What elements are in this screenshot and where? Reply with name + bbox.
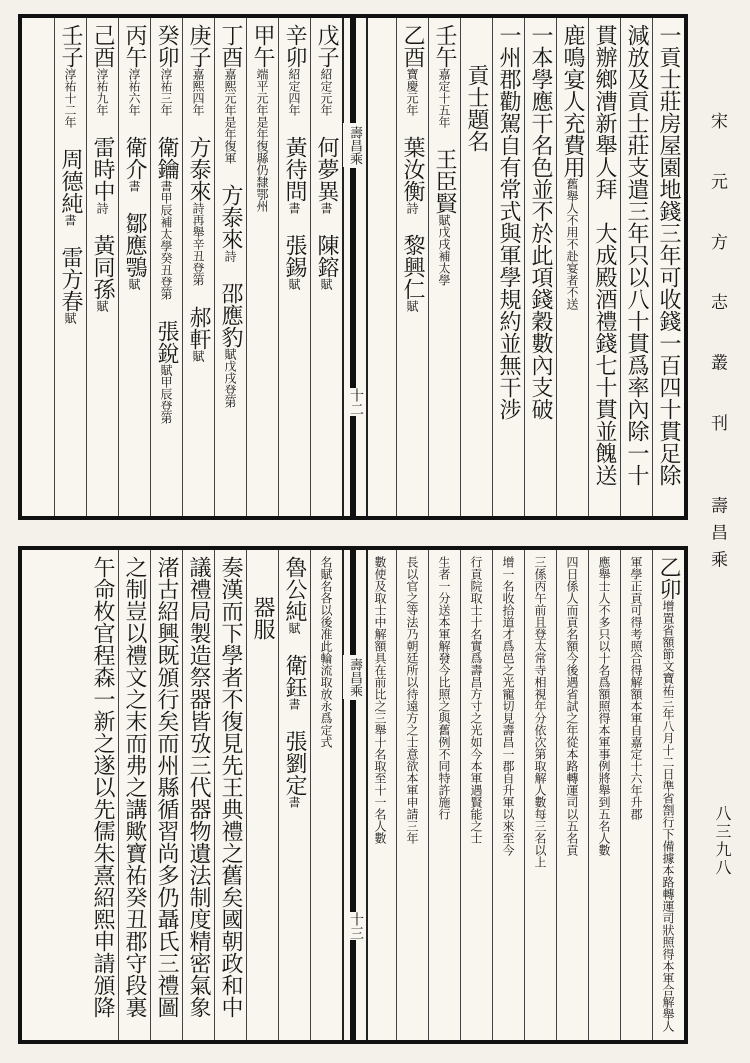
text-column [118,550,150,1040]
text-column [214,18,246,516]
column-note: 三係丙午前且登太常寺相視年分依次第取解人數每三名以上 [533,556,547,868]
column-text: 壬午 [432,24,457,68]
column-text: 貢士題名 [464,64,489,152]
column-text: 之制豈以禮文之末而弗之講歟寶祐癸丑郡守段裏 [122,556,147,1018]
column-note: 賦 [63,312,77,324]
column-note: 嘉熙四年 [191,68,205,116]
top-folio [18,14,688,520]
column-note: 嘉定十五年 [437,68,451,128]
top-left-half [22,18,342,516]
column-note: 寶慶元年 [405,68,419,116]
column-note: 書 [63,214,77,226]
column-name: 邵應豹 [218,282,243,348]
column-text: 一本學應干名色並不於此項錢穀數內支破 [528,24,553,420]
column-text: 渚古紹興既頒行矣而州縣循習尚多仍聶氏三禮圖 [154,556,179,1018]
column-note: 賦 [127,278,141,290]
column-name: 雷方春 [58,246,83,312]
column-note: 軍學正貢可得考照合得解額本軍自嘉定十六年升郡 [629,556,643,820]
text-column [246,550,278,1040]
column-note: 賦戊戌補太學 [437,214,451,286]
text-column [364,18,396,516]
column-text: 午命枚官程森一新之遂以先儒朱熹紹熙申請頒降 [90,556,115,1018]
text-column [492,550,524,1040]
column-text: 丙午 [122,24,147,68]
text-column [118,18,150,516]
side-title [705,112,730,577]
top-right-half [364,18,684,516]
bottom-right-half [364,550,684,1040]
column-text: 一貢士莊房屋園地錢三年可收錢一百四十貫足除 [656,24,681,486]
column-text: 壬子 [58,24,83,68]
text-column [620,18,652,516]
text-column [460,550,492,1040]
column-name: 周德純 [58,148,83,214]
column-text: 魯公純 [282,556,307,622]
column-note: 紹定元年 [319,68,333,116]
text-column [150,550,182,1040]
column-text: 乙卯 [656,556,681,600]
spine-bar [350,18,356,123]
top-spine [342,18,368,516]
column-note: 賦 [95,300,109,312]
text-column [182,18,214,516]
column-note: 賦 [405,300,419,312]
column-text: 丁酉 [218,24,243,68]
column-text: 癸卯 [154,24,179,68]
column-note: 書 [287,796,301,808]
text-column [396,550,428,1040]
column-note: 應舉士人不多只以十名爲額照得本軍事例將舉到五名人數 [597,556,611,856]
text-column [310,550,342,1040]
column-note: 淳祐九年 [95,68,109,116]
column-text: 減放及貢士莊支遣三年只以八十貫爲率內除一十 [624,24,649,486]
column-name: 方泰來 [218,184,243,250]
column-note: 書甲辰補太學癸丑登第 [159,180,173,300]
column-note: 詩 [405,202,419,214]
side-title-char: 叢 [707,353,727,381]
column-name: 張銳 [154,320,179,364]
column-text: 鹿鳴宴人充費用 [560,24,585,178]
column-note: 數使及取士中解額具在前比之三舉十名取至十一名人數 [373,556,387,844]
column-note: 賦 [287,622,301,634]
spine-folio: 十三 [344,912,366,940]
column-name: 鄒應鶚 [122,212,147,278]
spine-bar [350,550,356,655]
spine-folio: 十二 [344,388,366,416]
column-name: 王臣賢 [432,148,457,214]
column-name: 葉汝衡 [400,136,425,202]
column-text: 乙酉 [400,24,425,68]
column-name: 張錫 [282,234,307,278]
bottom-folio [18,546,688,1044]
column-name: 方泰來 [186,136,211,202]
text-column [652,18,684,516]
text-column [22,18,54,516]
column-text: 庚子 [186,24,211,68]
column-text: 器服 [250,596,275,640]
text-column [278,18,310,516]
text-column [620,550,652,1040]
column-note: 書 [319,202,333,214]
text-column [588,550,620,1040]
column-note: 賦戊戌登第 [223,348,237,408]
side-title-char: 方 [707,232,727,260]
column-note: 四日係人而貢名額今後遇省試之年從本路轉運司以五名貢 [565,556,579,856]
text-column [460,18,492,516]
column-text: 貫辦鄉漕新舉人拜 大成殿酒禮錢七十貫並餽送 [592,24,617,486]
column-text: 戊子 [314,24,339,68]
spine-title: 壽昌乘 [343,123,365,167]
column-note: 詩再舉辛丑登第 [191,202,205,286]
spine-bar [350,168,356,516]
column-name: 張劉定 [282,730,307,796]
column-note: 舊舉人不用不赴宴者不送 [565,178,579,310]
column-note: 嘉熙元年是年復軍 [223,68,237,164]
text-column [86,18,118,516]
column-note: 淳祐六年 [127,68,141,116]
text-column [150,18,182,516]
column-name: 黃同孫 [90,234,115,300]
column-note: 行貢院取士十名實爲壽昌方寸之光如今本軍遇賢能之士 [469,556,483,844]
side-title-char: 志 [707,293,727,321]
text-column [364,550,396,1040]
column-note: 端平元年是年復縣仍隸鄂州 [255,68,269,212]
spine-bar [350,700,356,1040]
page-number: 八三九八 [713,805,732,877]
column-note: 增置省額節文寶祐三年八月十二日準省劄行下備據本路轉運司狀照得本軍合解舉人 [661,600,675,1032]
column-note: 賦 [287,278,301,290]
column-text: 己酉 [90,24,115,68]
column-text: 奏漢而下學者不復見先王典禮之舊矣國朝政和中 [218,556,243,1018]
text-column [428,550,460,1040]
text-column [182,550,214,1040]
column-note: 增一名收拾道才爲邑之光寵切見壽昌一郡自升軍以來至今 [501,556,515,856]
column-name: 黃待問 [282,136,307,202]
column-note: 淳祐十二年 [63,68,77,128]
column-name: 衛鈺 [282,654,307,698]
column-name: 黎興仁 [400,234,425,300]
text-column [556,18,588,516]
text-column [278,550,310,1040]
text-column [524,18,556,516]
column-note: 賦 [191,350,205,362]
text-column [86,550,118,1040]
column-note: 名賦名各以後准此輪流取放永爲定式 [319,556,333,748]
side-title-book: 壽昌乘 [707,496,727,578]
side-title-char: 元 [707,172,727,200]
column-note: 書 [287,698,301,710]
text-column [310,18,342,516]
side-title-char: 刊 [707,414,727,442]
text-column [492,18,524,516]
column-name: 衛鑰 [154,136,179,180]
column-name: 陳鎔 [314,234,339,278]
column-name: 何夢異 [314,136,339,202]
column-note: 生者一分送本軍解發今比照之與舊例不同特許施行 [437,556,451,820]
column-note: 賦 [319,278,333,290]
column-note: 書 [127,180,141,192]
text-column [54,18,86,516]
column-text: 甲午 [250,24,275,68]
text-column [246,18,278,516]
side-title-char: 宋 [707,112,727,139]
spine-title: 壽昌乘 [343,655,365,699]
column-name: 雷時中 [90,136,115,202]
column-text: 辛卯 [282,24,307,68]
column-note: 詩 [223,250,237,262]
column-name: 郝軒 [186,306,211,350]
column-text: 議禮局製造祭器皆攷三代器物遺法制度精密氣象 [186,556,211,1018]
text-column [588,18,620,516]
text-column [214,550,246,1040]
column-note: 紹定四年 [287,68,301,116]
column-name: 衛介 [122,136,147,180]
bottom-left-half [22,550,342,1040]
column-note: 書 [287,202,301,214]
text-column [524,550,556,1040]
column-note: 賦甲辰登第 [159,364,173,424]
text-column [428,18,460,516]
column-note: 淳祐三年 [159,68,173,116]
text-column [556,550,588,1040]
text-column [396,18,428,516]
column-note: 詩 [95,202,109,214]
column-text: 一州郡勸駕自有常式與軍學規約並無干涉 [496,24,521,420]
text-column [652,550,684,1040]
bottom-spine [342,550,368,1040]
column-note: 長以官之等法乃朝廷所以待遠方之士意欲本軍申請三年 [405,556,419,844]
